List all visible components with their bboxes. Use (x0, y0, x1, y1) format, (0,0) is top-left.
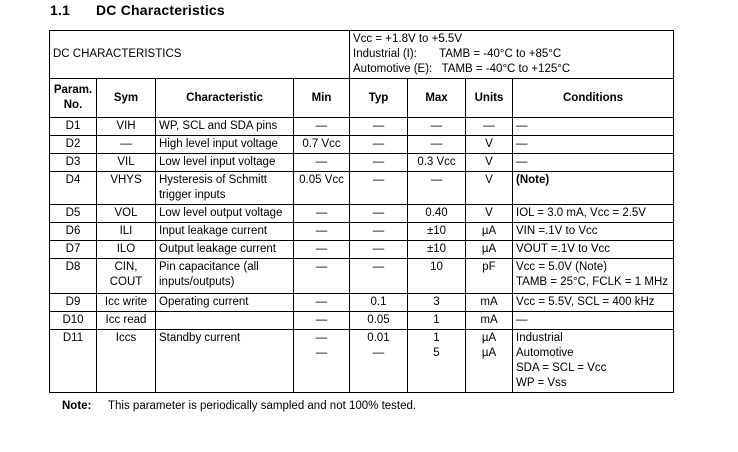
min-cell: — (294, 312, 350, 330)
conditions-cell (513, 241, 674, 259)
table-row (50, 312, 674, 330)
typ-cell: — (350, 223, 408, 241)
max-cell: ±10 (408, 223, 466, 241)
min-cell: 0.7 Vcc (294, 136, 350, 154)
min-cell: — (294, 259, 350, 294)
conditions-cell (513, 136, 674, 154)
sym-cell: ILO (97, 241, 156, 259)
table-row (50, 330, 674, 393)
sym-cell: CIN, COUT (97, 259, 156, 294)
table-title: DC CHARACTERISTICS (50, 31, 350, 79)
units-cell: µA µA (466, 330, 513, 393)
table-row (50, 154, 674, 172)
sym-cell: VOL (97, 205, 156, 223)
param-cell: D1 (50, 118, 97, 136)
typ-cell: — (350, 172, 408, 205)
typ-cell: 0.1 (350, 294, 408, 312)
units-cell: — (466, 118, 513, 136)
min-cell: 0.05 Vcc (294, 172, 350, 205)
section-heading (50, 2, 225, 18)
typ-cell: — (350, 118, 408, 136)
sym-cell: — (97, 136, 156, 154)
max-cell: 0.40 (408, 205, 466, 223)
conditions-cell (513, 223, 674, 241)
min-cell: — (294, 223, 350, 241)
sym-cell: Icc write (97, 294, 156, 312)
min-cell: — (294, 241, 350, 259)
units-cell: µA (466, 241, 513, 259)
typ-cell: — (350, 241, 408, 259)
characteristic-cell: Low level input voltage (156, 154, 294, 172)
min-cell: — — (294, 330, 350, 393)
header-row (50, 79, 674, 118)
table-row (50, 118, 674, 136)
units-cell: V (466, 154, 513, 172)
characteristic-cell: Pin capacitance (all inputs/outputs) (156, 259, 294, 294)
characteristic-cell: Operating current (156, 294, 294, 312)
section-number: 1.1 (50, 2, 71, 18)
characteristic-cell: Hysteresis of Schmitt trigger inputs (156, 172, 294, 205)
table-row (50, 223, 674, 241)
conditions-cell (513, 205, 674, 223)
conditions-cell (513, 118, 674, 136)
typ-cell: — (350, 154, 408, 172)
table-row (50, 172, 674, 205)
table-row (50, 259, 674, 294)
param-cell: D2 (50, 136, 97, 154)
table-operating-conditions (350, 31, 674, 79)
characteristic-cell: High level input voltage (156, 136, 294, 154)
conditions-cell (513, 330, 674, 393)
units-cell: V (466, 205, 513, 223)
header-units: Units (466, 79, 513, 118)
min-cell: — (294, 294, 350, 312)
condition-text: (Note) (516, 174, 550, 186)
header-conditions: Conditions (513, 79, 674, 118)
min-cell: — (294, 118, 350, 136)
typ-cell: — (350, 205, 408, 223)
conditions-cell (513, 172, 674, 205)
condition-text: — (516, 156, 528, 168)
max-cell: ±10 (408, 241, 466, 259)
header-max: Max (408, 79, 466, 118)
param-cell: D10 (50, 312, 97, 330)
param-cell: D7 (50, 241, 97, 259)
units-cell: pF (466, 259, 513, 294)
max-cell: 3 (408, 294, 466, 312)
condition-text: Industrial (516, 332, 563, 344)
conditions-cell (513, 259, 674, 294)
sym-cell: ILI (97, 223, 156, 241)
characteristic-cell (156, 312, 294, 330)
units-cell: mA (466, 312, 513, 330)
characteristic-cell: Low level output voltage (156, 205, 294, 223)
section-title: DC Characteristics (96, 2, 225, 18)
param-cell: D5 (50, 205, 97, 223)
condition-text: SDA = SCL = Vcc (516, 362, 607, 374)
header-param: Param. No. (50, 79, 97, 118)
header-typ: Typ (350, 79, 408, 118)
typ-cell: — (350, 259, 408, 294)
table-row (50, 136, 674, 154)
min-cell: — (294, 154, 350, 172)
condition-text: VOUT =.1V to Vcc (516, 243, 611, 255)
param-cell: D6 (50, 223, 97, 241)
condition-text: Vcc = 5.0V (Note) (516, 261, 608, 273)
table-title-row (50, 31, 674, 79)
param-cell: D8 (50, 259, 97, 294)
max-cell: — (408, 172, 466, 205)
units-cell: V (466, 172, 513, 205)
table-row (50, 241, 674, 259)
param-cell: D3 (50, 154, 97, 172)
max-cell: — (408, 118, 466, 136)
condition-text: Automotive (516, 347, 574, 359)
typ-cell: 0.01 — (350, 330, 408, 393)
condition-text: TAMB = 25°C, FCLK = 1 MHz (516, 276, 669, 288)
sym-cell: VIL (97, 154, 156, 172)
units-cell: V (466, 136, 513, 154)
param-cell: D9 (50, 294, 97, 312)
max-cell: — (408, 136, 466, 154)
footnote (62, 400, 416, 412)
table-row (50, 205, 674, 223)
sym-cell: Iccs (97, 330, 156, 393)
sym-cell: VHYS (97, 172, 156, 205)
table-body (50, 118, 674, 393)
characteristic-cell: Standby current (156, 330, 294, 393)
characteristic-cell: Output leakage current (156, 241, 294, 259)
typ-cell: — (350, 136, 408, 154)
condition-line: Automotive (E): TAMB = -40°C to +125°C (353, 63, 571, 75)
note-text: This parameter is periodically sampled and not 100% tested. (108, 400, 417, 412)
note-label: Note: (62, 400, 92, 412)
units-cell: µA (466, 223, 513, 241)
header-characteristic: Characteristic (156, 79, 294, 118)
conditions-cell (513, 154, 674, 172)
conditions-cell (513, 312, 674, 330)
param-cell: D11 (50, 330, 97, 393)
condition-line: Vcc = +1.8V to +5.5V (353, 33, 463, 45)
condition-text: IOL = 3.0 mA, Vcc = 2.5V (516, 207, 646, 219)
max-cell: 1 5 (408, 330, 466, 393)
max-cell: 10 (408, 259, 466, 294)
table-row (50, 294, 674, 312)
condition-text: VIN =.1V to Vcc (516, 225, 598, 237)
conditions-cell (513, 294, 674, 312)
condition-line: Industrial (I): TAMB = -40°C to +85°C (353, 48, 562, 60)
dc-characteristics-table (49, 30, 674, 393)
condition-text: WP = Vss (516, 377, 567, 389)
max-cell: 1 (408, 312, 466, 330)
characteristic-cell: Input leakage current (156, 223, 294, 241)
condition-text: Vcc = 5.5V, SCL = 400 kHz (516, 296, 655, 308)
condition-text: — (516, 314, 528, 326)
condition-text: — (516, 120, 528, 132)
max-cell: 0.3 Vcc (408, 154, 466, 172)
param-cell: D4 (50, 172, 97, 205)
min-cell: — (294, 205, 350, 223)
sym-cell: Icc read (97, 312, 156, 330)
typ-cell: 0.05 (350, 312, 408, 330)
units-cell: mA (466, 294, 513, 312)
header-min: Min (294, 79, 350, 118)
condition-text: — (516, 138, 528, 150)
header-sym: Sym (97, 79, 156, 118)
sym-cell: VIH (97, 118, 156, 136)
characteristic-cell: WP, SCL and SDA pins (156, 118, 294, 136)
